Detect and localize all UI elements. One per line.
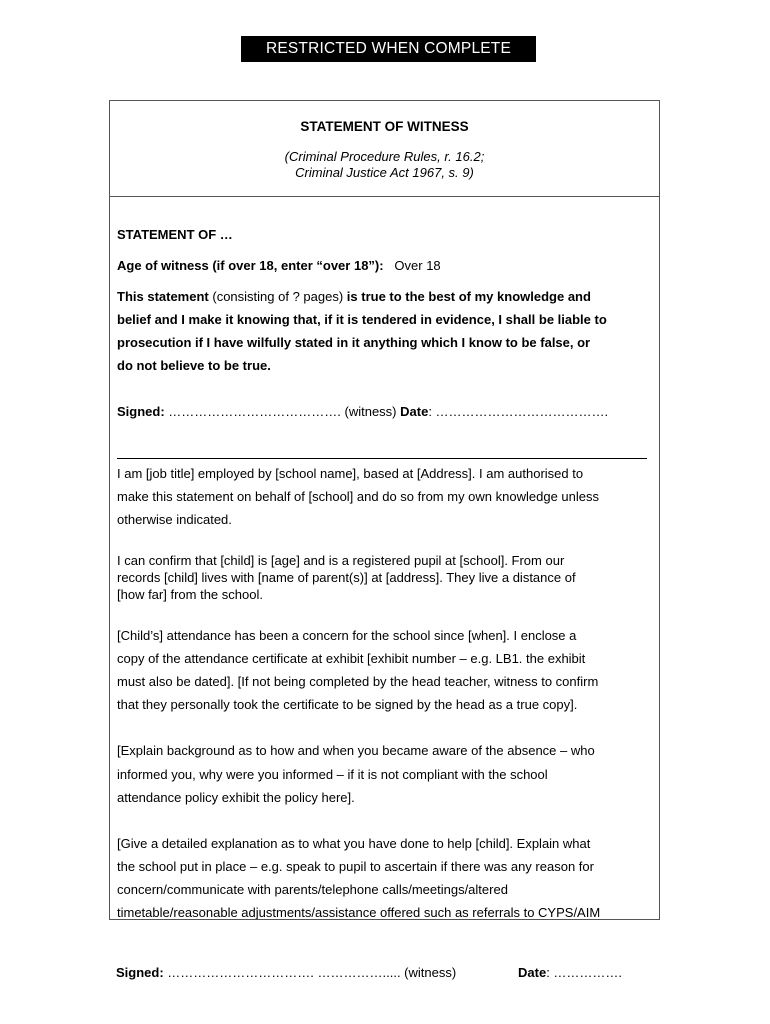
para-3-line-3: must also be dated]. [If not being completed by the head teacher, witness to confirm: [117, 674, 599, 689]
age-label: Age of witness (if over 18, enter “over 18”):: [117, 258, 384, 273]
para-2-line-2: records [child] lives with [name of parent(s)] at [address]. They live a distance of: [117, 570, 576, 585]
signature-row[interactable]: [117, 404, 608, 419]
age-value[interactable]: Over 18: [394, 258, 441, 273]
para-4-line-2: informed you, why were you informed – if it is not compliant with the school: [117, 767, 548, 782]
para-1-line-2: make this statement on behalf of [school] and do so from my own knowledge unless: [117, 489, 599, 504]
subtitle-line-1: (Criminal Procedure Rules, r. 16.2;: [284, 149, 485, 164]
para-2-line-1: I can confirm that [child] is [age] and is a registered pupil at [school]. From our: [117, 553, 565, 568]
para-5-line-3: concern/communicate with parents/telephone calls/meetings/altered: [117, 882, 508, 897]
footer-signature[interactable]: [116, 965, 456, 980]
para-5-line-4: timetable/reasonable adjustments/assistance offered such as referrals to CYPS/AIM: [117, 905, 601, 920]
para-5-line-1: [Give a detailed explanation as to what you have done to help [child]. Explain what: [117, 836, 591, 851]
date-dots: : ………………………………….: [428, 404, 609, 419]
para-4-line-1: [Explain background as to how and when you became aware of the absence – who: [117, 743, 595, 758]
divider-line: [117, 458, 647, 459]
para-5-line-2: the school put in place – e.g. speak to pupil to ascertain if there was any reason for: [117, 859, 594, 874]
declaration-line-2: belief and I make it knowing that, if it is tendered in evidence, I shall be liable to: [117, 312, 607, 327]
date-label: Date: [400, 404, 429, 419]
footer-date-label: Date: [518, 965, 547, 980]
declaration-line-1: This statement (consisting of ? pages) is true to the best of my knowledge and: [117, 289, 591, 304]
footer-signed-dots: ……………………………. ……………..... (witness): [163, 965, 457, 980]
statement-of-label: STATEMENT OF …: [117, 227, 233, 242]
footer-date[interactable]: [518, 965, 622, 980]
footer-signed-label: Signed:: [116, 965, 164, 980]
para-1-line-3: otherwise indicated.: [117, 512, 232, 527]
para-3-line-4: that they personally took the certificate to be signed by the head as a true copy].: [117, 697, 578, 712]
para-3-line-1: [Child’s] attendance has been a concern for the school since [when]. I enclose a: [117, 628, 577, 643]
form-header: [110, 101, 659, 197]
age-row: [117, 258, 441, 273]
declaration-line-3: prosecution if I have wilfully stated in it anything which I know to be false, or: [117, 335, 591, 350]
statement-form: [109, 100, 660, 920]
form-title: STATEMENT OF WITNESS: [300, 119, 469, 134]
signed-label: Signed:: [117, 404, 165, 419]
signed-dots: …………………………………. (witness): [164, 404, 401, 419]
para-1-line-1: I am [job title] employed by [school name], based at [Address]. I am authorised to: [117, 466, 584, 481]
form-subtitle: [110, 149, 659, 181]
footer-date-dots: : …………….: [546, 965, 623, 980]
para-2-line-3: [how far] from the school.: [117, 587, 263, 602]
declaration-line-4: do not believe to be true.: [117, 358, 271, 373]
para-3-line-2: copy of the attendance certificate at exhibit [exhibit number – e.g. LB1. the exhibit: [117, 651, 586, 666]
para-4-line-3: attendance policy exhibit the policy here].: [117, 790, 355, 805]
subtitle-line-2: Criminal Justice Act 1967, s. 9): [295, 165, 474, 180]
restricted-banner: RESTRICTED WHEN COMPLETE: [241, 36, 536, 62]
